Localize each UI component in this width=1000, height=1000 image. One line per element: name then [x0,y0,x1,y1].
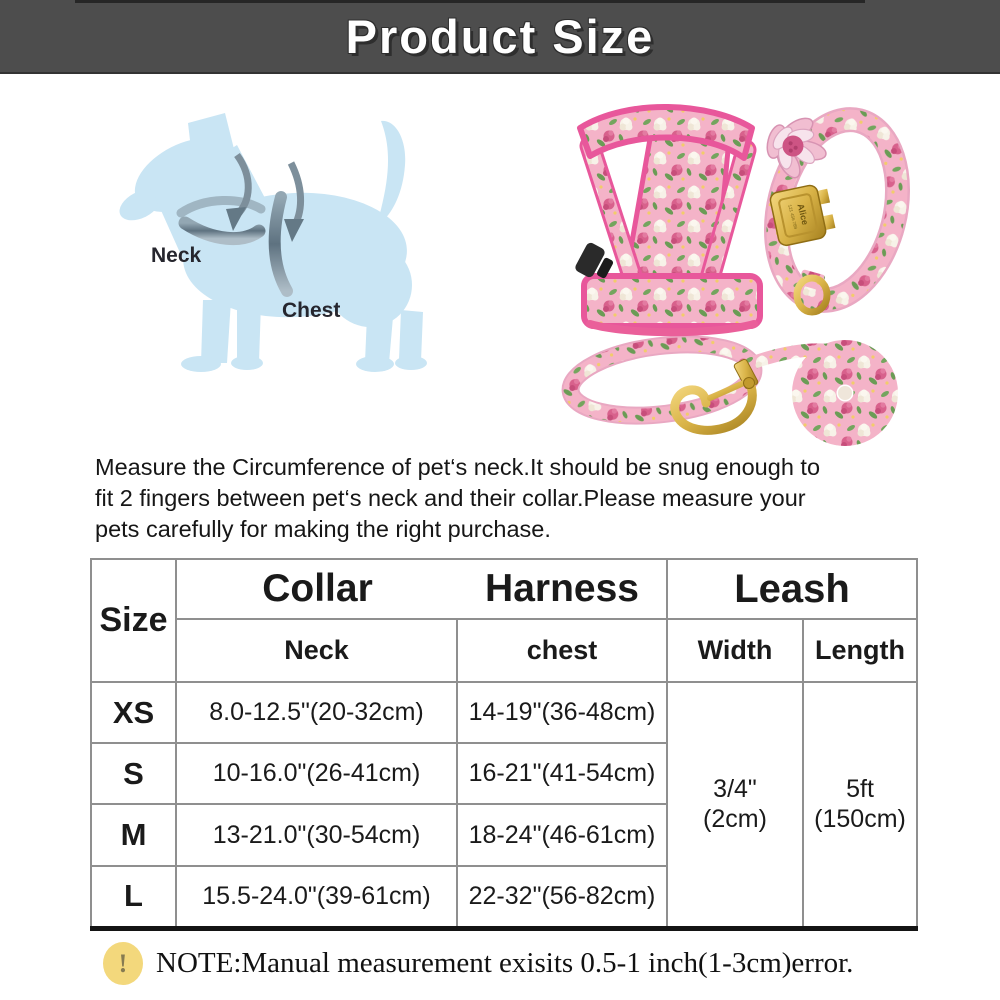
leash-width-line2: (2cm) [703,805,767,834]
buckle-engraved-name: Alice [795,202,811,226]
measurement-note [103,942,853,985]
instructions-line-1: Measure the Circumference of pet‘s neck.It should be snug enough to [95,454,821,480]
harness-illustration [574,107,760,332]
size-l: L [91,866,176,928]
leash-width-line1: 3/4" [713,775,757,804]
xs-neck-value: 8.0-12.5"(20-32cm) [176,682,457,743]
leash-coil [798,346,892,440]
instructions-line-3: pets carefully for making the right purchase. [95,516,551,542]
buckle-engraved-number: 121 456 789 [787,204,799,230]
collar-header: Collar [262,567,373,610]
measuring-instructions [95,452,940,545]
width-subheader: Width [667,619,803,682]
size-xs: XS [91,682,176,743]
chest-subheader: chest [457,619,667,682]
leash-illustration [567,335,892,440]
dog-measurement-diagram [85,105,555,450]
m-neck-value: 13-21.0"(30-54cm) [176,804,457,866]
size-s: S [91,743,176,804]
leash-length-value [803,682,917,928]
leash-length-line2: (150cm) [814,805,906,834]
table-row [91,682,917,743]
dog-diagram-svg [85,105,555,450]
xs-chest-value: 14-19"(36-48cm) [457,682,667,743]
leash-length-line1: 5ft [846,775,874,804]
harness-header: Harness [485,567,639,610]
size-table [90,558,918,931]
s-neck-value: 10-16.0"(26-41cm) [176,743,457,804]
l-neck-value: 15.5-24.0"(39-61cm) [176,866,457,928]
note-text: NOTE:Manual measurement exisits 0.5-1 inch(1-3cm)error. [156,947,854,979]
length-subheader: Length [803,619,917,682]
chest-label: Chest [282,299,341,322]
exclamation-icon: ! [103,942,143,985]
product-photo-svg [550,82,995,460]
header-bar [0,0,1000,74]
instructions-line-2: fit 2 fingers between pet‘s neck and their collar.Please measure your [95,485,806,511]
collar-gold-buckle-icon [769,182,837,247]
neck-label: Neck [151,244,202,267]
leash-width-value [667,682,803,928]
leash-header: Leash [667,559,917,619]
size-column-header: Size [91,559,176,682]
m-chest-value: 18-24"(46-61cm) [457,804,667,866]
neck-subheader: Neck [176,619,457,682]
s-chest-value: 16-21"(41-54cm) [457,743,667,804]
l-chest-value: 22-32"(56-82cm) [457,866,667,928]
header-top-line [75,0,865,3]
product-photo [550,82,995,460]
page-title: Product Size [345,9,655,63]
collar-illustration [757,105,916,313]
collar-harness-header-cell [176,559,667,619]
size-m: M [91,804,176,866]
